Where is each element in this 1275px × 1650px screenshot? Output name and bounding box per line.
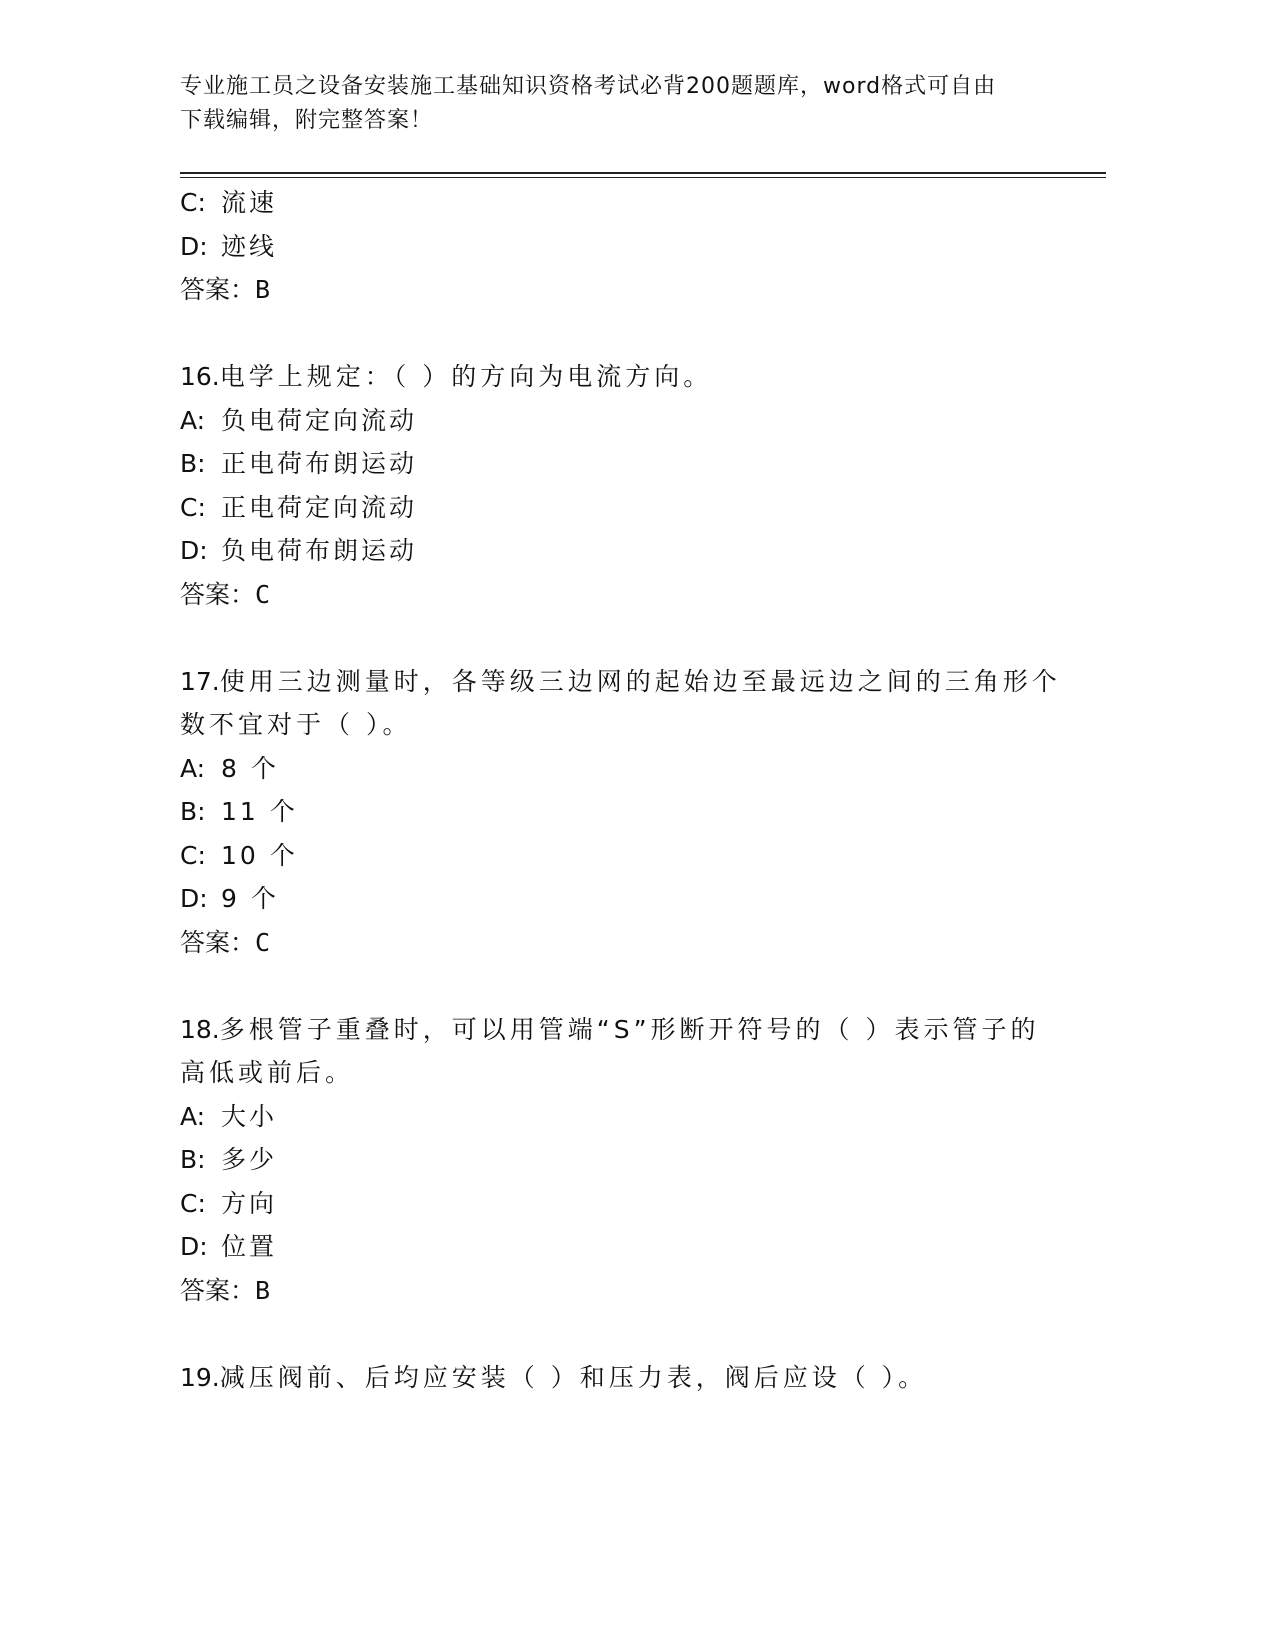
option-row [180,181,1060,225]
option-row [180,1138,1060,1182]
option-row [180,834,1060,878]
option-text: 迹线 [221,231,278,261]
option-text: 多少 [221,1145,278,1174]
option-letter: C: [180,492,206,522]
header-divider-thick [180,172,1106,174]
option-letter: A: [180,753,206,783]
option-letter: B: [180,797,206,826]
option-text: 10 个 [221,840,298,870]
question-text: 使用三边测量时，各等级三边网的起始边至最远边之间的三角形个 [219,666,1061,696]
option-letter: C: [180,840,206,870]
option-row [180,747,1060,791]
header-title-line-1: 专业施工员之设备安装施工基础知识资格考试必背200题题库，word格式可自由 [180,74,997,99]
question-number: 17. [180,666,220,696]
option-letter: D: [180,231,208,261]
question-text: 减压阀前、后均应安装（ ）和压力表，阀后应设（ ）。 [219,1362,928,1392]
option-letter: B: [180,1145,206,1174]
option-row [180,1225,1060,1269]
option-row [180,442,1060,486]
option-row [180,225,1060,269]
question-text: 数不宜对于（ ）。 [180,710,412,739]
answer-row [180,921,1060,965]
option-letter: D: [180,536,208,565]
answer-value: C [255,927,271,957]
option-letter: C: [180,1188,206,1218]
option-row [180,877,1060,921]
question-text: 多根管子重叠时，可以用管端“S”形断开符号的（ ）表示管子的 [219,1014,1040,1044]
option-letter: C: [180,188,206,217]
question-number: 18. [180,1014,220,1044]
answer-value: C [255,579,271,609]
spacer [180,964,1060,1008]
document-header [180,70,1060,138]
option-text: 流速 [221,188,278,217]
answer-row [180,573,1060,617]
option-letter: B: [180,449,206,478]
question-content [180,181,1060,1399]
spacer [180,616,1060,660]
option-text: 负电荷定向流动 [221,405,418,435]
answer-label: 答案： [180,579,256,609]
option-text: 大小 [221,1101,278,1131]
question-stem [180,1008,1060,1052]
question-stem-continued [180,1051,1060,1095]
question-stem-continued [180,703,1060,747]
question-text: 电学上规定：（ ）的方向为电流方向。 [219,362,713,391]
answer-label: 答案： [180,1275,256,1305]
answer-value: B [255,1275,271,1305]
option-letter: A: [180,1101,206,1131]
header-divider-thin [180,177,1106,178]
option-letter: D: [180,1232,208,1261]
option-row [180,790,1060,834]
question-number: 19. [180,1362,220,1392]
option-text: 位置 [221,1232,278,1261]
option-row [180,486,1060,530]
answer-label: 答案： [180,275,256,304]
option-text: 负电荷布朗运动 [221,536,418,565]
option-row [180,399,1060,443]
option-text: 8 个 [221,753,279,783]
spacer [180,1312,1060,1356]
answer-row [180,1269,1060,1313]
question-stem [180,355,1060,399]
option-text: 11 个 [221,797,298,826]
question-stem [180,1356,1060,1400]
option-text: 9 个 [221,884,279,913]
option-text: 正电荷定向流动 [221,492,418,522]
option-letter: D: [180,884,208,913]
header-title-line-2: 下载编辑，附完整答案！ [180,108,434,133]
option-letter: A: [180,405,206,435]
option-text: 正电荷布朗运动 [221,449,418,478]
option-row [180,1182,1060,1226]
answer-label: 答案： [180,927,256,957]
option-text: 方向 [221,1188,278,1218]
answer-row [180,268,1060,312]
option-row [180,1095,1060,1139]
question-text: 高低或前后。 [180,1058,355,1087]
spacer [180,312,1060,356]
option-row [180,529,1060,573]
question-number: 16. [180,362,220,391]
question-stem [180,660,1060,704]
answer-value: B [255,275,271,304]
